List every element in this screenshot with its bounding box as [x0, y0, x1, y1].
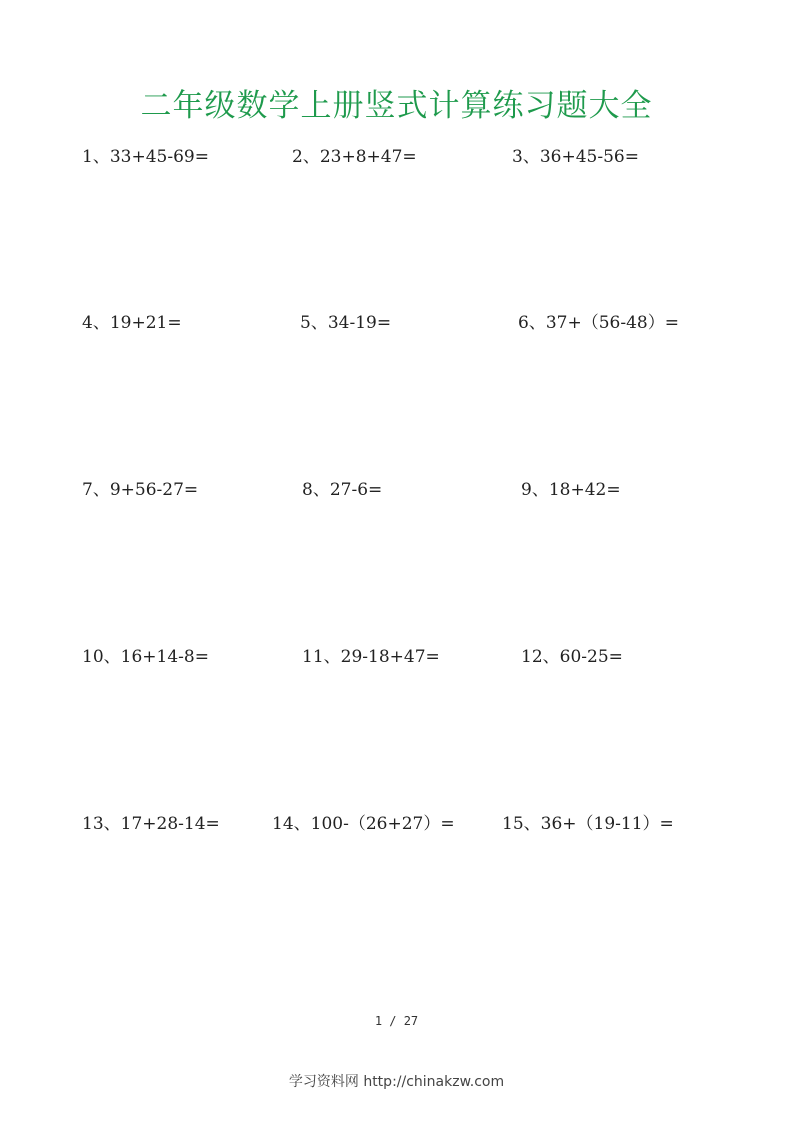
problem-4: 4、19+21= [82, 313, 182, 333]
problem-6: 6、37+（56-48）= [518, 313, 679, 333]
problem-3: 3、36+45-56= [512, 147, 639, 167]
footer-source-text: 学习资料网 http://chinakzw.com [288, 1074, 505, 1090]
problem-9: 9、18+42= [521, 480, 621, 500]
problem-1: 1、33+45-69= [82, 147, 209, 167]
page-number: 1 / 27 [374, 1014, 419, 1028]
problem-5: 5、34-19= [300, 313, 392, 333]
page-title: 二年级数学上册竖式计算练习题大全 [140, 88, 653, 124]
problem-13: 13、17+28-14= [82, 814, 220, 834]
problem-2: 2、23+8+47= [292, 147, 417, 167]
problem-15: 15、36+（19-11）= [502, 814, 674, 834]
problem-10: 10、16+14-8= [82, 647, 209, 667]
problem-12: 12、60-25= [521, 647, 623, 667]
problem-7: 7、9+56-27= [82, 480, 199, 500]
problem-11: 11、29-18+47= [302, 647, 440, 667]
problem-14: 14、100-（26+27）= [272, 814, 455, 834]
problem-8: 8、27-6= [302, 480, 383, 500]
